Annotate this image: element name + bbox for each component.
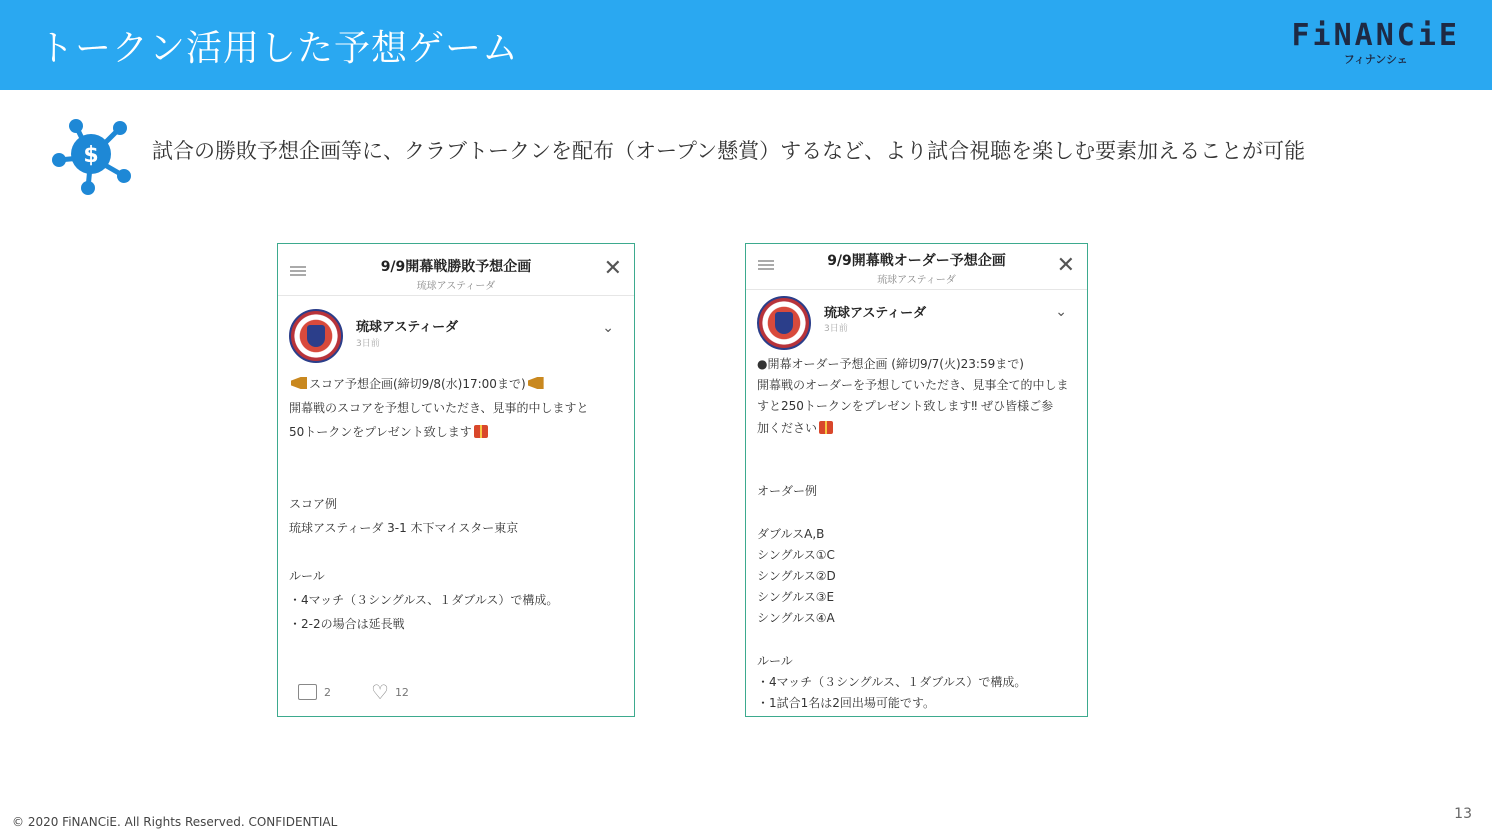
avatar [289,309,343,363]
financie-logo [1292,18,1461,67]
post-line: シングルス①C [757,547,835,562]
megaphone-icon [291,377,307,389]
page-title: トークン活用した予想ゲーム [38,28,520,69]
avatar [757,296,811,350]
post-line: 開幕戦のオーダーを予想していただき、見事全て的中しま [757,378,1069,393]
svg-text:$: $ [83,143,99,168]
hub-dollar-icon [50,116,132,198]
comment-icon[interactable] [298,684,317,700]
comment-count: 2 [324,685,331,699]
post-author[interactable]: 琉球アスティーダ [356,320,459,335]
post-author[interactable]: 琉球アスティーダ [824,306,927,321]
post-body [746,352,1087,714]
post-line: ・2-2の場合は延長戦 [289,617,405,631]
post-line: ●開幕オーダー予想企画 (締切9/7(火)23:59まで) [757,357,1024,371]
post-line: ルール [757,653,793,668]
logo-subtitle: フィナンシェ [1343,53,1408,66]
post-line: すと250トークンをプレゼント致します‼ ぜひ皆様ご参 [757,399,1054,414]
post-header [278,296,634,364]
heart-icon[interactable]: ♡ [371,680,389,704]
card-subtitle: 琉球アスティーダ [877,275,956,286]
card-header [746,244,1087,290]
menu-icon[interactable] [758,260,774,272]
lead-description: 試合の勝敗予想企画等に、クラブトークンを配布（オープン懸賞）するなど、より試合視聴を楽しむ要素加えることが可能 [152,139,1306,163]
post-actions [298,682,409,702]
post-line: 50トークンをプレゼント致します [289,420,623,444]
card-header [278,244,634,296]
gift-icon [819,421,833,434]
post-line: ・4マッチ（３シングルス、１ダブルス）で構成。 [289,593,559,607]
card-title: 9/9開幕戦勝敗予想企画 [380,259,532,275]
post-timestamp: 3日前 [824,324,848,334]
post-header [746,290,1087,352]
post-line: ・1試合1名は2回出場可能です。 [757,696,935,711]
post-line: 開幕戦のスコアを予想していただき、見事的中しますと [289,401,589,415]
score-prediction-card [277,243,635,717]
order-prediction-card [745,243,1088,717]
menu-icon[interactable] [290,266,306,278]
megaphone-icon [528,377,544,389]
close-icon[interactable]: ✕ [603,256,622,281]
card-subtitle: 琉球アスティーダ [416,281,496,292]
like-count: 12 [394,685,409,699]
card-title: 9/9開幕戦オーダー予想企画 [827,253,1006,269]
post-line: オーダー例 [757,484,818,499]
logo-wordmark: FiNANCiE [1291,18,1460,53]
post-line: ルール [289,569,325,583]
copyright-notice: © 2020 FiNANCiE. All Rights Reserved. CONFIDENTIAL [12,815,338,829]
header-bar [0,0,1492,90]
gift-icon [474,425,488,438]
post-line: ダブルスA,B [757,526,825,541]
post-line: ・4マッチ（３シングルス、１ダブルス）で構成。 [757,674,1027,689]
post-line: シングルス②D [757,568,836,583]
post-line: スコア例 [289,497,338,511]
post-line: シングルス④A [757,611,835,626]
post-body [278,364,634,636]
post-line: 加ください [757,418,1076,439]
chevron-down-icon[interactable]: ⌄ [602,320,614,336]
page-number: 13 [1454,806,1472,822]
close-icon[interactable]: ✕ [1056,253,1075,278]
post-line: 琉球アスティーダ 3-1 木下マイスター東京 [289,521,519,535]
post-line: シングルス③E [757,590,835,605]
post-timestamp: 3日前 [356,339,380,349]
post-line: スコア予想企画(締切9/8(水)17:00まで) [289,372,623,396]
chevron-down-icon[interactable]: ⌄ [1055,304,1067,320]
